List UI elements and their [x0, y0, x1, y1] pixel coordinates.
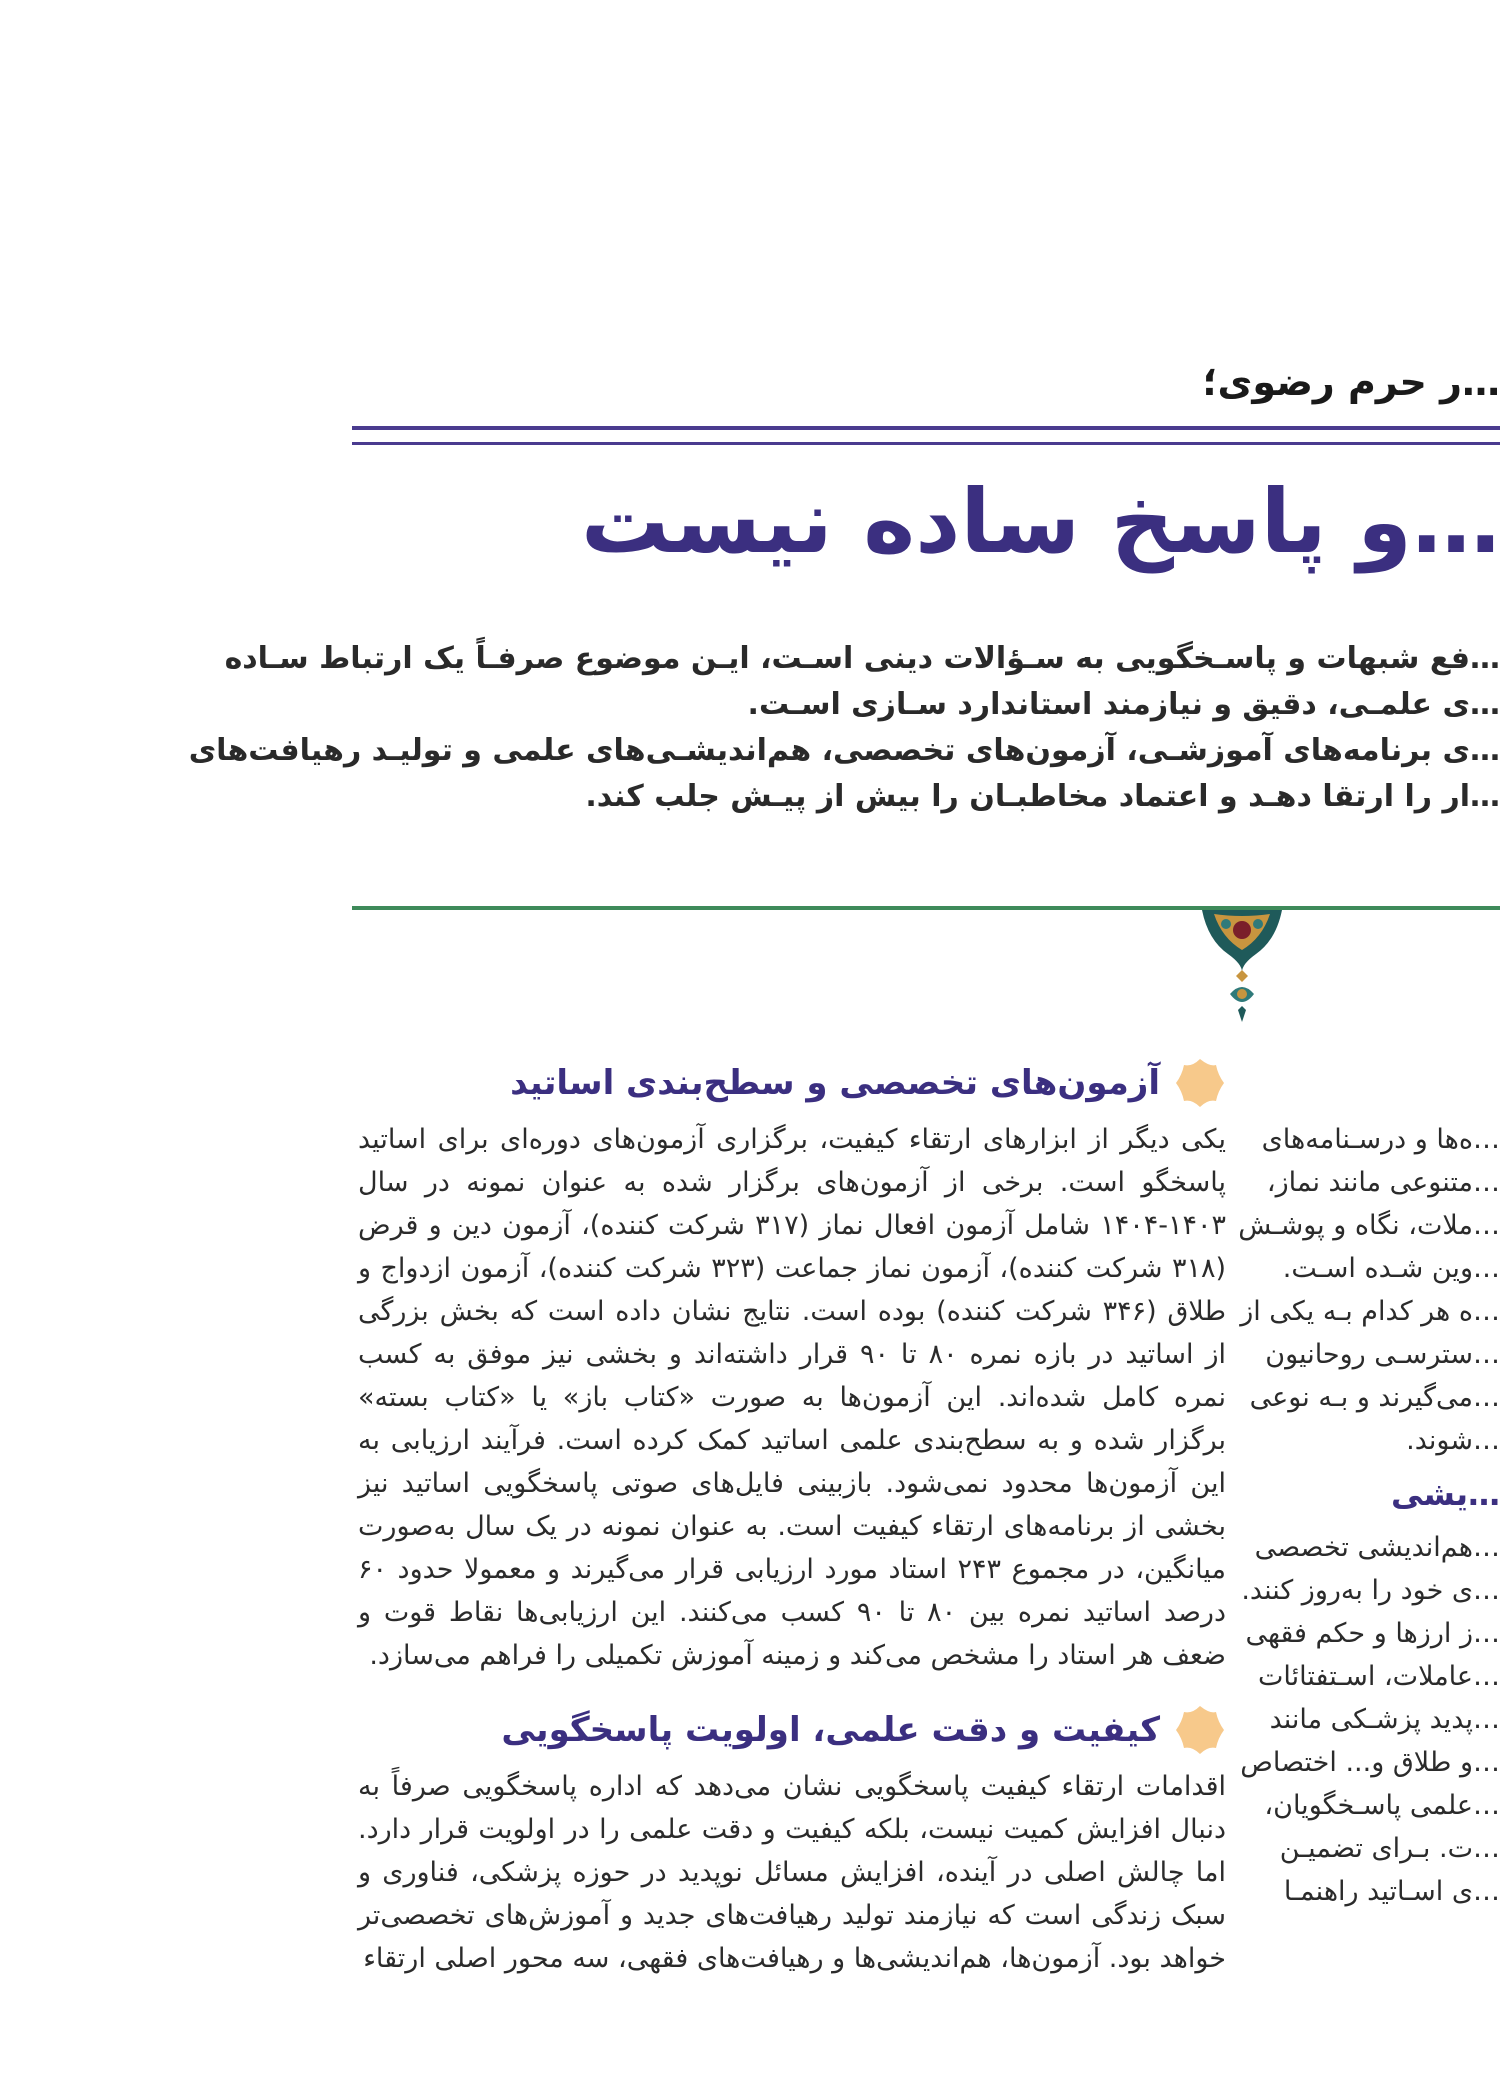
flower-bullet-icon: [1174, 1704, 1226, 1756]
paragraph: یکی دیگر از ابزارهای ارتقاء کیفیت، برگزاری آزمون‌های دوره‌ای برای اساتید پاسخگو است. برخی از آزمون‌های برگزار شده به عنوان نمونه در سال ۱۴۰۳-۱۴۰۴ شامل آزمون افعال نماز (۳۱۷ شرکت کننده)، آزمون دین و قرض (۳۱۸ شرکت کننده)، آزمون نماز جماعت (۳۲۳ شرکت کننده)، آزمون ازدواج و طلاق (۳۴۶ شرکت کننده) بوده است. نتایج نشان داده است که بخش بزرگی از اساتید در بازه نمره ۸۰ تا ۹۰ قرار داشته‌اند و بخشی نیز موفق به کسب نمره کامل شده‌اند. این آزمون‌ها به صورت «کتاب باز» یا «کتاب بسته» برگزار شده و به سطح‌بندی علمی اساتید کمک کرده است. فرآیند ارزیابی به این آزمون‌ها محدود نمی‌شود. بازبینی فایل‌های صوتی پاسخگویی اساتید نیز بخشی از برنامه‌های ارتقاء کیفیت است. به عنوان نمونه در یک سال به‌صورت میانگین، در مجموع ۲۴۳ استاد مورد ارزیابی قرار می‌گیرند و معمولا حدود ۶۰ درصد اساتید نمره بین ۸۰ تا ۹۰ کسب می‌کنند. این ارزیابی‌ها نقاط قوت و ضعف هر استاد را مشخص می‌کند و زمینه آموزش تکمیلی را فراهم می‌سازد.: [358, 1124, 1227, 1671]
side-line: …سترسـی روحانیون: [1265, 1339, 1500, 1370]
lead-line: …ار را ارتقا دهـد و اعتماد مخاطبـان را بیش از پیـش جلب کند.: [585, 779, 1500, 814]
lead-line: …ی علمـی، دقیق و نیازمند استاندارد سـازی اسـت.: [747, 687, 1500, 722]
article-headline: …و پاسخ ساده نیست: [580, 470, 1500, 573]
side-line: …ی اسـاتید راهنمـا: [1283, 1876, 1500, 1907]
side-line: …ملات، نگاه و پوشـش: [1238, 1210, 1500, 1241]
side-body-top: [1238, 1118, 1500, 1462]
side-line: …وین شـده اسـت.: [1282, 1253, 1500, 1284]
side-line: …و طلاق و... اختصاص: [1240, 1747, 1500, 1778]
article-kicker: …ر حرم رضوی؛: [1202, 360, 1500, 404]
main-column: [358, 1050, 1226, 1980]
section-heading: [358, 1697, 1226, 1763]
side-line: …پدید پزشـکی مانند: [1269, 1704, 1500, 1735]
flower-bullet-icon: [1174, 1057, 1226, 1109]
side-line: …متنوعی مانند نماز،: [1266, 1167, 1500, 1198]
section-divider: [352, 906, 1500, 910]
paragraph: اقدامات ارتقاء کیفیت پاسخگویی نشان می‌دهد که اداره پاسخگویی صرفاً به دنبال افزایش کمیت نیست، بلکه کیفیت و دقت علمی را در اولویت قرار دارد. اما چالش اصلی در آینده، افزایش مسائل نوپدید در حوزه پزشکی، فناوری و سبک زندگی است که نیازمند تولید رهیافت‌های جدید و آموزش‌های تخصصی‌تر خواهد بود. آزمون‌ها، هم‌اندیشی‌ها و رهیافت‌های فقهی، سه محور اصلی ارتقاء: [358, 1771, 1226, 1974]
side-line: …می‌گیرند و بـه نوعی: [1249, 1382, 1500, 1413]
section-heading: [358, 1050, 1226, 1116]
side-body-bottom: [1240, 1526, 1500, 1913]
side-line: …هم‌اندیشی تخصصی: [1254, 1532, 1500, 1563]
article-lead: [188, 636, 1500, 876]
ornament-icon: [1196, 910, 1288, 1028]
side-line: …علمی پاسـخگویان،: [1264, 1790, 1500, 1821]
side-line: …ت. بـرای تضمیـن: [1279, 1833, 1500, 1864]
side-line: …ه‌ها و درسـنامه‌های: [1261, 1124, 1500, 1155]
side-heading: …یشی: [1391, 1475, 1500, 1513]
side-line: …ی خود را به‌روز کنند.: [1241, 1575, 1500, 1606]
lead-line: …ی برنامه‌های آموزشـی، آزمون‌های تخصصی، هم‌اندیشـی‌های علمی و تولیـد رهیافت‌های: [188, 733, 1500, 768]
side-line: …ز ارزها و حکم فقهی: [1245, 1618, 1500, 1649]
side-line: …عاملات، اسـتفتائات: [1258, 1661, 1500, 1692]
section-title: کیفیت و دقت علمی، اولویت پاسخگویی: [501, 1710, 1160, 1750]
side-line: …ه هر کدام بـه یکی از: [1240, 1296, 1500, 1327]
section-title: آزمون‌های تخصصی و سطح‌بندی اساتید: [510, 1063, 1160, 1103]
section-body: [358, 1118, 1226, 1677]
lead-line: …فع شبهات و پاسـخگویی به سـؤالات دینی اسـت، ایـن موضوع صرفـاً یک ارتباط سـاده: [224, 641, 1500, 676]
side-line: …شوند.: [1406, 1425, 1500, 1456]
section-body: [358, 1765, 1226, 1980]
double-rule: [352, 426, 1500, 445]
side-column: [1238, 1118, 1500, 1913]
